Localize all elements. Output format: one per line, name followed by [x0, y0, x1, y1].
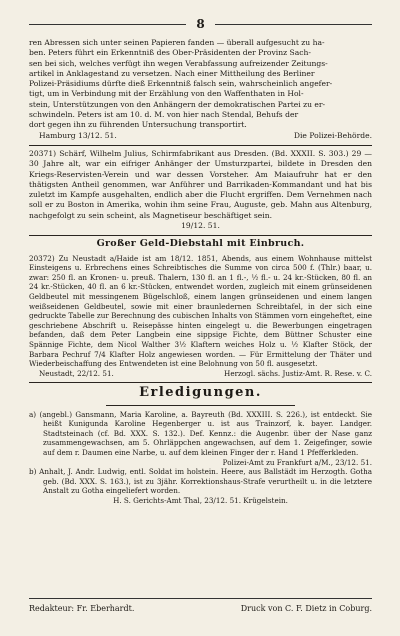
divider [29, 382, 372, 383]
resolved-section [29, 385, 372, 505]
resolved-heading: Erledigungen. [139, 385, 262, 401]
theft-authority: Herzogl. sächs. Justiz-Amt. R. Rese. v. C. [224, 368, 372, 378]
theft-heading: Großer Geld-Diebstahl mit Einbruch. [96, 238, 305, 250]
intro-line: Polizei-Präsidiums dürfte dieß Erkenntniß falsch sein, wahrscheinlich angefer- [29, 79, 333, 89]
resolved-item-b-signature: H. S. Gerichts-Amt Thal, 23/12. 51. Krügelstein. [113, 496, 288, 505]
theft-signature [29, 369, 372, 379]
footer-rule [29, 598, 372, 599]
intro-paragraph [29, 38, 372, 141]
resolved-item-b: b) Anhalt, J. Andr. Ludwig, entl. Soldat im holstein. Heere, aus Ballstädt im Herzogth. Gotha geb. (Bd. XXX. S. 163.), ist zu 3jähr. Korrektionshaus-Strafe verurtheilt u. in die letztere Anstalt zu Gotha eingeliefert worden. [29, 467, 372, 496]
intro-line: stein, Unterstützungen von den Anhängern der demokratischen Partei zu er- [29, 99, 326, 109]
intro-place-date: Hamburg 13/12. 51. [39, 130, 117, 140]
theft-text: 20372) Zu Neustadt a/Haide ist am 18/12. 1851, Abends, aus einem Wohnhause mittelst Einsteigens u. Erbrechens eines Schreibtisches die Summe von circa 500 f. (Thlr.) baar, u. zwar: 250 fl. an Kronen- u. preuß. Thalern, 130 fl. an 1 fl.-, ½ fl.- u. 24 kr.-Stücken, 80 fl. an 24 kr.-Stücken, 40 fl. an 6 kr.-Stücken, entwendet worden, zugleich mit einem grünseidenen Geldbeutel mit messingenem Bügelschloß, einem langen grünseidenen und einem langen weißseidenen Geldbeutel, sowie mit einer braunledernen Schreibtafel, in der sich eine gedruckte Tabelle zur Berechnung des cubischen Inhalts von Stämmen vorn eingeheftet, eine geschriebene Abschrift u. Reisepässe hinten eingelegt u. die Bewerbungen eingetragen befanden, daß dem Peter Langbein eine sippsige Fichte, dem Büttner Schuster eine Spännige Fichte, dem Nicol Walther 3½ Klaftern weiches Holz u. ½ Klafter Stöck, der Barbara Pechruf 7/4 Klafter Holz angewiesen worden. — Für Ermittelung der Thäter und Wiederbeischaffung des Entwendeten ist eine Belohnung von 50 fl. ausgesetzt. [29, 253, 372, 369]
entry-20371-date: 19/12. 51. [181, 221, 220, 231]
intro-line: dort gegen ihn zu führenden Untersuchung transportirt. [29, 120, 247, 130]
footer-printer: Druck von C. F. Dietz in Coburg. [240, 604, 372, 613]
resolved-item-b-signature-row [29, 496, 372, 506]
resolved-item-a-signature-row [29, 458, 372, 468]
entry-20371 [29, 149, 372, 231]
intro-line: sen bei sich, welches verfügt ihn wegen Verabfassung aufreizender Zeitungs- [29, 58, 328, 68]
theft-section [29, 239, 372, 378]
intro-line: artikel in Anklagestand zu versetzen. Nach einer Mittheilung des Berliner [29, 68, 315, 78]
divider [29, 145, 372, 146]
theft-place-date: Neustadt, 22/12. 51. [39, 368, 114, 378]
entry-20371-date-row [29, 221, 372, 231]
page-number: 8 [196, 17, 205, 31]
divider [29, 235, 372, 236]
page-footer [29, 604, 372, 614]
intro-line: tigt, um in Verbindung mit der Erzählung von den Waffenthaten in Hol- [29, 89, 304, 99]
intro-line: schwindeln. Peters ist am 10. d. M. von hier nach Stendal, Behufs der [29, 110, 299, 120]
resolved-item-a-signature: Polizei-Amt zu Frankfurt a/M., 23/12. 51. [222, 457, 372, 467]
header-rule-right [215, 24, 372, 25]
resolved-item-a: a) (angebl.) Gansmann, Maria Karoline, a. Bayreuth (Bd. XXXIII. S. 226.), ist entdeckt. Sie heißt Kunigunda Karoline Hegenberger u. ist aus Trainzorf, k. bayer. Landger. Stadtsteinach (cf. Bd. XXX. S. 132.). Def. Kennz.: die Augenbr. über der Nase ganz zusammengewachsen, am 5. Ohrläppchen angewachsen, auf dem 1. Zeigefinger, sowie auf dem r. Daumen eine Narbe, u. auf dem kleinen Finger der r. Hand 1 Pfefferkleden. [29, 409, 372, 458]
heading-underline [106, 405, 295, 406]
intro-authority: Die Polizei-Behörde. [293, 130, 372, 140]
entry-20371-text: 20371) Schärf, Wilhelm Julius, Schirmfabrikant aus Dresden. (Bd. XXXII. S. 303.) 29 — 30 Jahre alt, war ein eifriger Anhänger der Umsturzpartei, bildete in Dresden den Kriegs-Reservisten-Verein und war dessen Vorsteher. Am Maiaufruhr hat er den thätigsten Antheil genommen, war Anführer und Barrikaden-Kommandant und hat bis zuletzt im Kampfe ausgehalten, endlich aber die Flucht ergriffen. Dem Vernehmen nach soll er zu Boston in Amerika, wohin ihm seine Frau, Auguste, geb. Mahn aus Altenburg, nachgefolgt zu sein scheint, als Magnetiseur beschäftiget sein. [29, 148, 372, 220]
page-header [29, 18, 372, 30]
intro-line: ren Abressen sich unter seinen Papieren fanden — überall aufgesucht zu ha- [29, 38, 325, 47]
intro-signature [29, 131, 372, 141]
footer-editor: Redakteur: Fr. Eberhardt. [29, 604, 135, 613]
header-rule-left [29, 24, 186, 25]
intro-line: ben. Peters führt ein Erkenntniß des Ober-Präsidenten der Provinz Sach- [29, 48, 311, 58]
